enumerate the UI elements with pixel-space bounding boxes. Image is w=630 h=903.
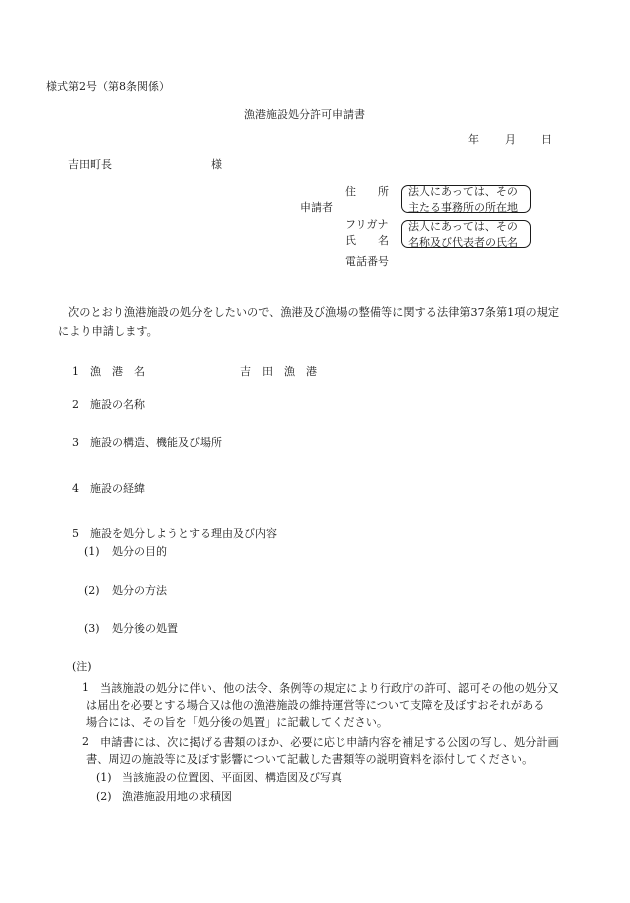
address-label: 住 所 bbox=[345, 185, 389, 198]
notes-heading: (注) bbox=[72, 660, 92, 673]
note-1-line-2: は届出を必要とする場合又は他の漁港施設の維持運営等について支障を及ぼすおそれがある bbox=[86, 699, 545, 712]
address-note-line-2: 主たる事務所の所在地 bbox=[408, 201, 518, 214]
sub-item-1-number: (1) bbox=[84, 545, 100, 558]
item-5-number: 5 bbox=[72, 527, 79, 540]
item-5-label: 施設を処分しようとする理由及び内容 bbox=[90, 527, 277, 540]
addressee-name: 吉田町長 bbox=[68, 158, 112, 171]
item-3-label: 施設の構造、機能及び場所 bbox=[90, 436, 222, 449]
note-2-sub-2-number: (2) bbox=[96, 790, 112, 803]
sub-item-3-number: (3) bbox=[84, 622, 100, 635]
name-note-line-1: 法人にあっては、その bbox=[408, 220, 518, 233]
addressee-honorific: 様 bbox=[211, 158, 222, 171]
name-note-line-2: 名称及び代表者の氏名 bbox=[408, 236, 518, 249]
page-title: 漁港施設処分許可申請書 bbox=[244, 108, 365, 121]
intro-line-2: により申請します。 bbox=[58, 325, 158, 338]
form-number: 様式第2号（第8条関係） bbox=[46, 80, 170, 93]
date-day: 日 bbox=[541, 133, 552, 146]
note-2-sub-1-number: (1) bbox=[96, 771, 112, 784]
date-year: 年 bbox=[468, 133, 479, 146]
note-2-line-1: 申請書には、次に掲げる書類のほか、必要に応じ申請内容を補足する公図の写し、処分計画 bbox=[100, 736, 559, 749]
item-1-value: 吉 田 漁 港 bbox=[240, 365, 317, 378]
sub-item-1-label: 処分の目的 bbox=[112, 545, 167, 558]
note-2-sub-2-text: 漁港施設用地の求積図 bbox=[122, 790, 232, 803]
name-label: 氏 名 bbox=[345, 234, 389, 247]
item-2-label: 施設の名称 bbox=[90, 398, 145, 411]
sub-item-2-number: (2) bbox=[84, 584, 100, 597]
item-1-number: 1 bbox=[72, 365, 79, 378]
address-note-line-1: 法人にあっては、その bbox=[408, 185, 518, 198]
note-1-line-3: 場合には、その旨を「処分後の処置」に記載してください。 bbox=[86, 716, 389, 729]
item-4-number: 4 bbox=[72, 482, 79, 495]
sub-item-2-label: 処分の方法 bbox=[112, 584, 167, 597]
note-2-line-2: 書、周辺の施設等に及ぼす影響について記載した書類等の説明資料を添付してください。 bbox=[86, 753, 534, 766]
note-2-sub-1-text: 当該施設の位置図、平面図、構造図及び写真 bbox=[122, 771, 342, 784]
furigana-label: フリガナ bbox=[345, 218, 389, 231]
item-3-number: 3 bbox=[72, 436, 79, 449]
date-month: 月 bbox=[505, 133, 516, 146]
note-2-number: 2 bbox=[82, 735, 89, 748]
sub-item-3-label: 処分後の処置 bbox=[112, 622, 178, 635]
note-1-number: 1 bbox=[82, 681, 89, 694]
item-4-label: 施設の経緯 bbox=[90, 482, 145, 495]
intro-line-1: 次のとおり漁港施設の処分をしたいので、漁港及び漁場の整備等に関する法律第37条第1項の規定 bbox=[68, 306, 560, 319]
applicant-label: 申請者 bbox=[300, 201, 333, 214]
item-2-number: 2 bbox=[72, 398, 79, 411]
phone-label: 電話番号 bbox=[345, 255, 389, 268]
item-1-label: 漁 港 名 bbox=[90, 365, 145, 378]
note-1-line-1: 当該施設の処分に伴い、他の法令、条例等の規定により行政庁の許可、認可その他の処分又 bbox=[100, 682, 559, 695]
